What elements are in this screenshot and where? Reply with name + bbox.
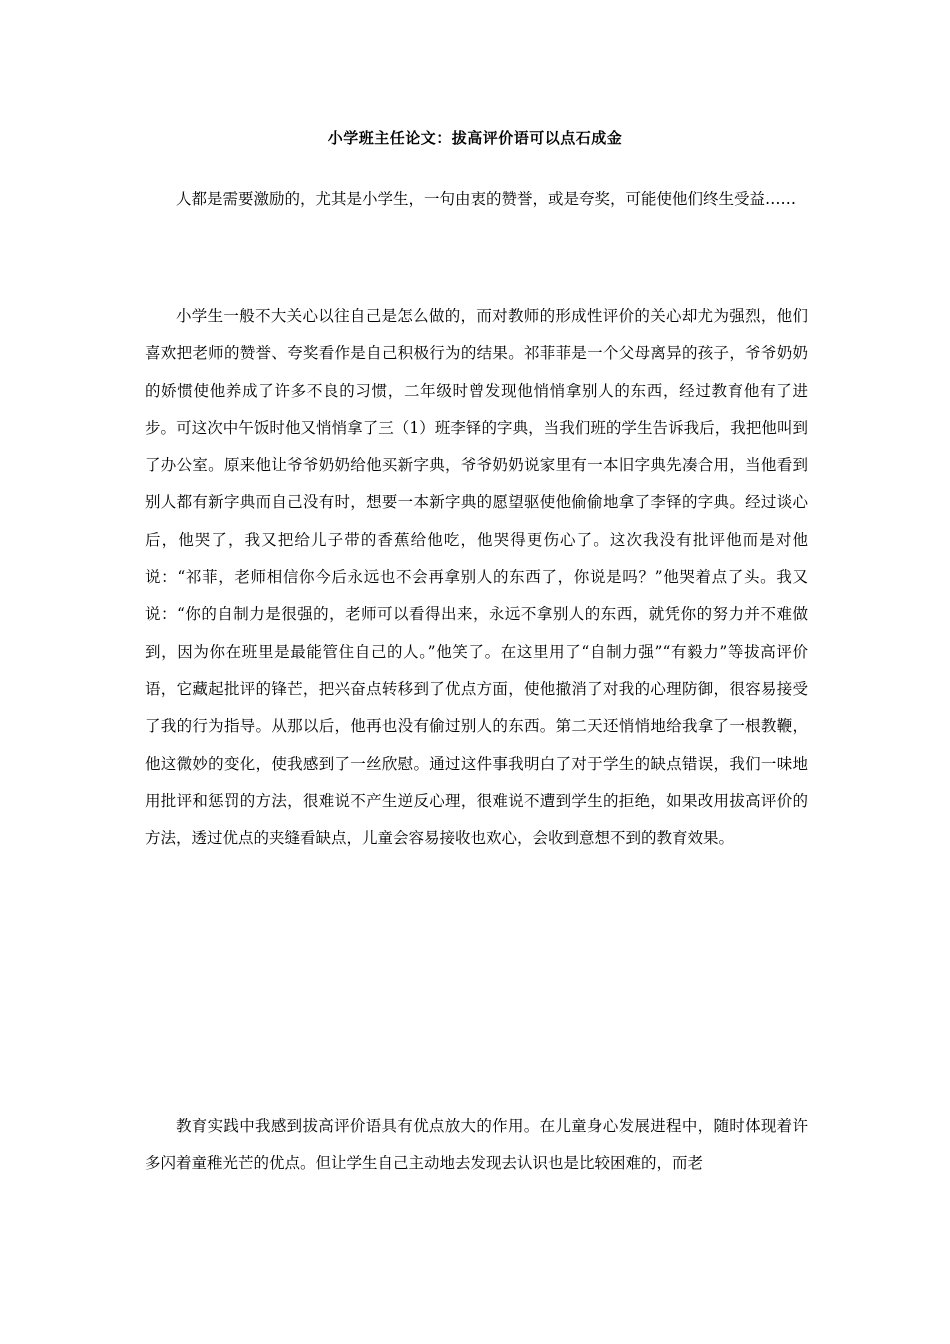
page-title: 小学班主任论文：拔高评价语可以点石成金 bbox=[327, 129, 623, 147]
paragraph-practice: 教育实践中我感到拔高评价语具有优点放大的作用。在儿童身心发展进程中，随时体现着许多闪着童稚光芒的优点。但让学生自己主动地去发现去认识也是比较困难的，而老 bbox=[145, 1117, 808, 1173]
paragraph-story: 小学生一般不大关心以往自己是怎么做的，而对教师的形成性评价的关心却尤为强烈，他们喜欢把老师的赞誉、夸奖看作是自己积极行为的结果。祁菲菲是一个父母离异的孩子，爷爷奶奶的娇惯使他养成了许多不良的习惯，二年级时曾发现他悄悄拿别人的东西，经过教育他有了进步。可这次中午饭时他又悄悄拿了三（1）班李铎的字典，当我们班的学生告诉我后，我把他叫到了办公室。原来他让爷爷奶奶给他买新字典，爷爷奶奶说家里有一本旧字典先凑合用，当他看到别人都有新字典而自己没有时，想要一本新字典的愿望驱使他偷偷地拿了李铎的字典。经过谈心后，他哭了，我又把给儿子带的香蕉给他吃，他哭得更伤心了。这次我没有批评他而是对他说：“祁菲，老师相信你今后永远也不会再拿别人的东西了，你说是吗？”他哭着点了头。我又说：“你的自制力是很强的，老师可以看得出来，永远不拿别人的东西，就凭你的努力并不难做到，因为你在班里是最能管住自己的人。”他笑了。在这里用了“自制力强”“有毅力”等拔高评价语，它藏起批评的锋芒，把兴奋点转移到了优点方面，使他撤消了对我的心理防御，很容易接受了我的行为指导。从那以后，他再也没有偷过别人的东西。第二天还悄悄地给我拿了一根教鞭，他这微妙的变化，使我感到了一丝欣慰。通过这件事我明白了对于学生的缺点错误，我们一味地用批评和惩罚的方法，很难说不产生逆反心理，很难说不遭到学生的拒绝，如果改用拔高评价的方法，透过优点的夹缝看缺点，儿童会容易接收也欢心，会收到意想不到的教育效果。 bbox=[145, 307, 808, 848]
paragraph-intro: 人都是需要激励的，尤其是小学生，一句由衷的赞誉，或是夸奖，可能使他们终生受益…… bbox=[176, 190, 797, 208]
